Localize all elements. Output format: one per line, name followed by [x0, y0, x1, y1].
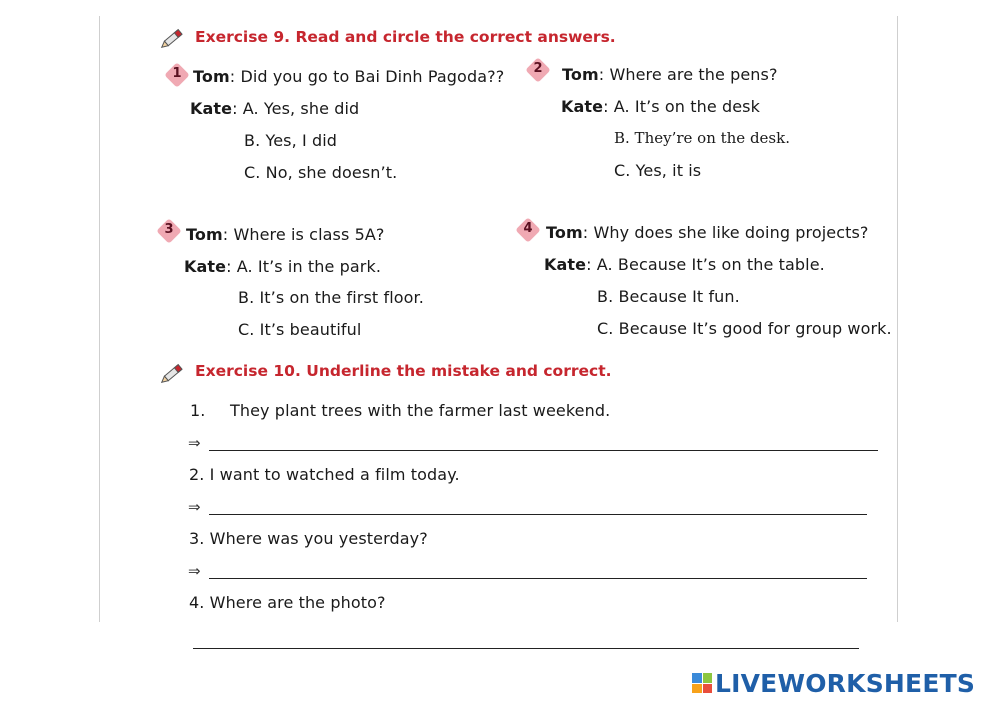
speaker-label: Kate	[561, 97, 604, 116]
question-number-badge	[515, 217, 541, 243]
arrow-icon: ⇒	[188, 562, 201, 580]
pencil-icon	[160, 359, 188, 385]
question-text: : Did you go to Bai Dinh Pagoda??	[229, 67, 505, 86]
pencil-icon	[160, 24, 188, 50]
answer-option-a[interactable]: : A. It’s in the park.	[226, 257, 382, 276]
answer-blank-4[interactable]	[193, 648, 859, 649]
mistake-item-2-text[interactable]: 2. I want to watched a film today.	[189, 465, 460, 484]
answer-option-a[interactable]: : A. Yes, she did	[232, 99, 360, 118]
answer-option-c[interactable]: C. It’s beautiful	[238, 320, 362, 339]
answer-blank-2[interactable]	[209, 514, 867, 515]
answer-option-b[interactable]: B. Yes, I did	[244, 131, 338, 150]
speaker-label: Tom	[546, 223, 583, 242]
answer-line	[190, 99, 359, 118]
question-number-badge	[156, 218, 182, 244]
answer-line	[561, 97, 760, 116]
exercise-9-title: Exercise 9. Read and circle the correct answers.	[195, 28, 616, 46]
answer-option-a[interactable]: : A. It’s on the desk	[603, 97, 760, 116]
answer-option-a[interactable]: : A. Because It’s on the table.	[586, 255, 825, 274]
exercise-10-title: Exercise 10. Underline the mistake and correct.	[195, 362, 612, 380]
speaker-label: Tom	[193, 67, 230, 86]
question-number: 3	[164, 222, 174, 237]
answer-option-c[interactable]: C. Yes, it is	[614, 161, 702, 180]
speaker-label: Tom	[186, 225, 223, 244]
answer-option-b[interactable]: B. It’s on the first floor.	[238, 288, 424, 307]
answer-line	[184, 257, 381, 276]
question-3-text	[186, 225, 385, 244]
answer-blank-1[interactable]	[209, 450, 878, 451]
question-text: : Where are the pens?	[598, 65, 778, 84]
question-4-text	[546, 223, 869, 242]
logo-text: LIVEWORKSHEETS	[715, 668, 976, 698]
mistake-item-3-text[interactable]: 3. Where was you yesterday?	[189, 529, 428, 548]
speaker-label: Tom	[562, 65, 599, 84]
question-number-badge	[525, 57, 551, 83]
sheet-right-border	[897, 16, 898, 622]
speaker-label: Kate	[190, 99, 233, 118]
question-text: : Why does she like doing projects?	[582, 223, 869, 242]
question-number-badge	[164, 62, 190, 88]
answer-option-b[interactable]: B. They’re on the desk.	[614, 129, 790, 147]
answer-option-c[interactable]: C. Because It’s good for group work.	[597, 319, 892, 338]
mistake-item-1-number: 1.	[190, 401, 206, 420]
speaker-label: Kate	[184, 257, 227, 276]
speaker-label: Kate	[544, 255, 587, 274]
arrow-icon: ⇒	[188, 434, 201, 452]
answer-blank-3[interactable]	[209, 578, 867, 579]
answer-option-c[interactable]: C. No, she doesn’t.	[244, 163, 398, 182]
question-2-text	[562, 65, 778, 84]
mistake-item-4-text[interactable]: 4. Where are the photo?	[189, 593, 386, 612]
question-number: 4	[523, 221, 533, 236]
question-number: 2	[533, 61, 543, 76]
mistake-item-1-text[interactable]: They plant trees with the farmer last weekend.	[230, 401, 611, 420]
liveworksheets-logo	[692, 668, 975, 698]
question-text: : Where is class 5A?	[222, 225, 385, 244]
answer-line	[544, 255, 825, 274]
arrow-icon: ⇒	[188, 498, 201, 516]
sheet-left-border	[99, 16, 100, 622]
answer-option-b[interactable]: B. Because It fun.	[597, 287, 740, 306]
logo-icon	[692, 673, 712, 693]
question-number: 1	[172, 66, 182, 81]
question-1-text	[193, 67, 504, 86]
